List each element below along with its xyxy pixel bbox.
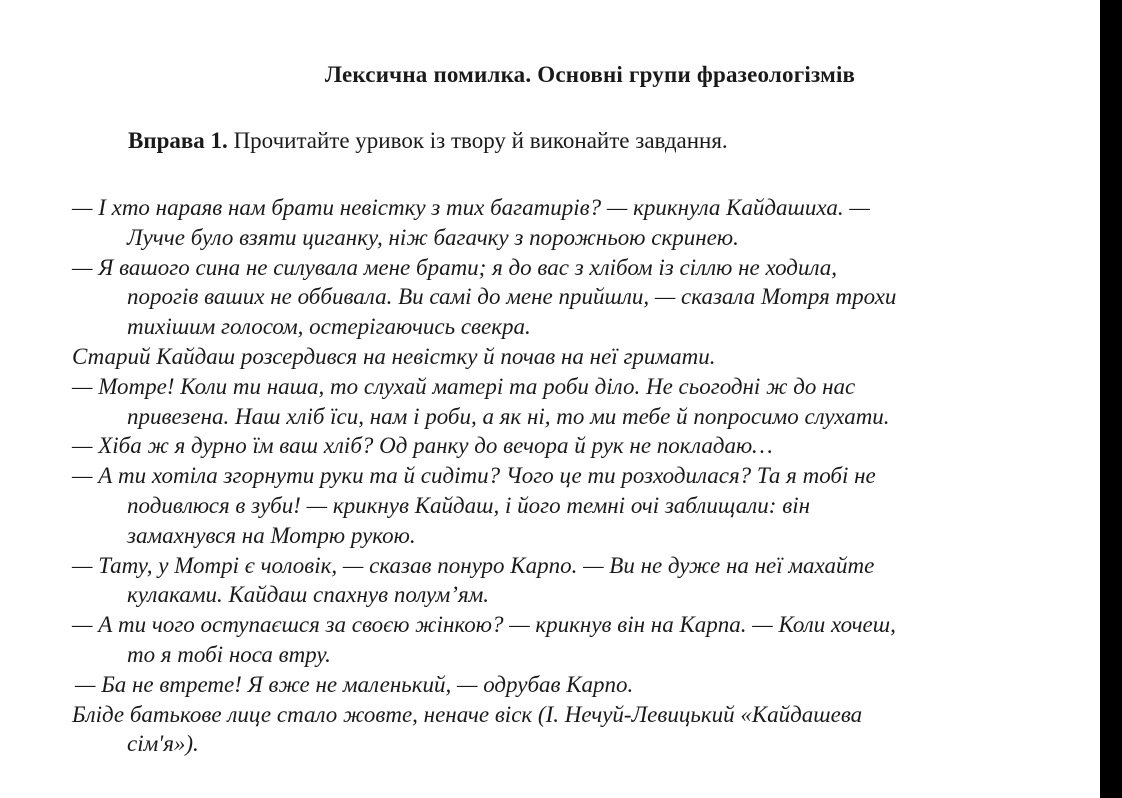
paragraph: — І хто нараяв нам брати невістку з тих багатирів? — крикнула Кайдашиха. — Лучче було взяти циганку, ніж багачку з порожньою скринею. bbox=[72, 195, 870, 250]
paragraph: — Я вашого сина не силувала мене брати; я до вас з хлібом із сіллю не ходила, порогів ваших не оббивала. Ви самі до мене прийшли, — сказала Мотря трохи тихішим голосом, остерігаючись свекра. bbox=[72, 254, 897, 340]
paragraph: — Мотре! Коли ти наша, то слухай матері та роби діло. Не сьогодні ж до нас привезена. Наш хліб їси, нам і роби, а як ні, то ми тебе й попросимо слухати. bbox=[72, 373, 890, 429]
paragraph: — Ба не втрете! Я вже не маленький, — одрубав Карпо. bbox=[75, 671, 634, 697]
paragraph: — А ти чого оступаєшся за своєю жінкою? — крикнув він на Карпа. — Коли хочеш, то я тобі носа втру. bbox=[72, 612, 896, 667]
exercise-label: Вправа 1. bbox=[128, 128, 228, 153]
paragraph: Бліде батькове лице стало жовте, неначе віск (І. Нечуй-Левицький «Кайдашева сім'я»). bbox=[72, 701, 863, 757]
paragraph: — Тату, у Мотрі є чоловік, — сказав понуро Карпо. — Ви не дуже на неї махайте кулаками. Кайдаш спахнув полум’ям. bbox=[72, 552, 875, 608]
exercise-instruction: Прочитайте уривок із твору й виконайте завдання. bbox=[233, 128, 728, 153]
story-excerpt bbox=[72, 193, 1052, 759]
paragraph: — Хіба ж я дурно їм ваш хліб? Од ранку до вечора й рук не покладаю… bbox=[72, 433, 773, 459]
window-edge bbox=[1100, 0, 1122, 798]
exercise-heading bbox=[128, 128, 728, 154]
paragraph: Старий Кайдаш розсердився на невістку й почав на неї гримати. bbox=[72, 343, 716, 369]
page-title: Лексична помилка. Основні групи фразеологізмів bbox=[324, 62, 856, 87]
paragraph: — А ти хотіла згорнути руки та й сидіти? Чого це ти розходилася? Та я тобі не подивлюся в зуби! — крикнув Кайдаш, і його темні очі заблищали: він замахнувся на Мотрю рукою. bbox=[72, 463, 876, 548]
